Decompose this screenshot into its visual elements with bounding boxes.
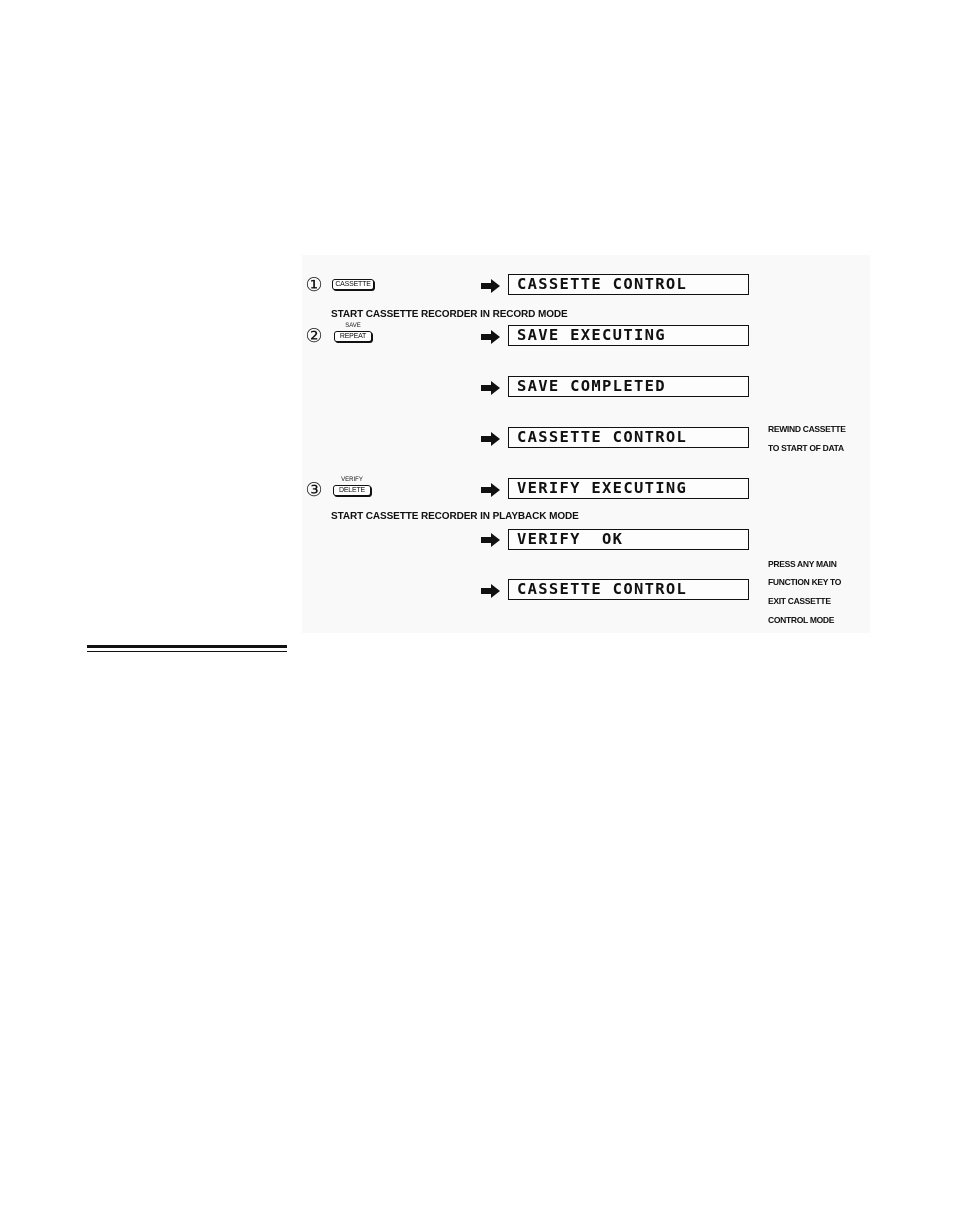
cassette-key: CASSETTE	[332, 279, 374, 290]
delete-key: DELETE	[333, 485, 371, 496]
playback-mode-instruction: START CASSETTE RECORDER IN PLAYBACK MODE	[331, 511, 579, 522]
arrow-right-icon	[481, 279, 500, 293]
note-exit-line-3: EXIT CASSETTE	[768, 596, 831, 606]
arrow-right-icon	[481, 483, 500, 497]
lcd-display-save-completed: SAVE COMPLETED	[508, 376, 749, 397]
step-number-1: ①	[305, 274, 323, 296]
section-divider-thin	[87, 651, 287, 652]
arrow-right-icon	[481, 584, 500, 598]
lcd-display-cassette-control: CASSETTE CONTROL	[508, 274, 749, 295]
record-mode-instruction: START CASSETTE RECORDER IN RECORD MODE	[331, 309, 568, 320]
note-rewind-line-2: TO START OF DATA	[768, 443, 844, 453]
section-divider-thick	[87, 645, 287, 648]
save-key-label: SAVE	[345, 323, 361, 329]
lcd-display-save-executing: SAVE EXECUTING	[508, 325, 749, 346]
step-number-2: ②	[305, 325, 323, 347]
note-exit-line-1: PRESS ANY MAIN	[768, 559, 837, 569]
repeat-key: REPEAT	[334, 331, 372, 342]
note-exit-line-4: CONTROL MODE	[768, 615, 835, 625]
arrow-right-icon	[481, 432, 500, 446]
note-exit-line-2: FUNCTION KEY TO	[768, 577, 842, 587]
note-rewind-line-1: REWIND CASSETTE	[768, 424, 846, 434]
arrow-right-icon	[481, 533, 500, 547]
lcd-display-cassette-control: CASSETTE CONTROL	[508, 579, 749, 600]
arrow-right-icon	[481, 381, 500, 395]
step-number-3: ③	[305, 479, 323, 501]
lcd-display-cassette-control: CASSETTE CONTROL	[508, 427, 749, 448]
arrow-right-icon	[481, 330, 500, 344]
lcd-display-verify-ok: VERIFY OK	[508, 529, 749, 550]
verify-key-label: VERIFY	[341, 477, 363, 483]
lcd-display-verify-executing: VERIFY EXECUTING	[508, 478, 749, 499]
